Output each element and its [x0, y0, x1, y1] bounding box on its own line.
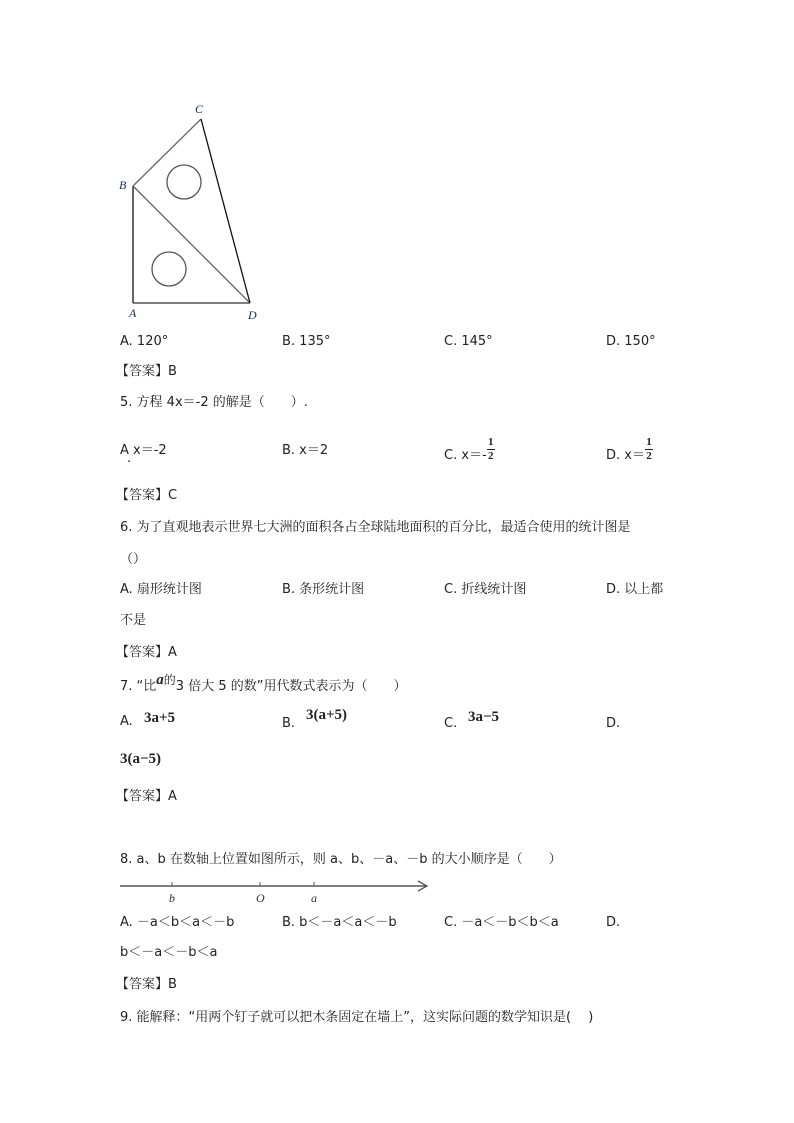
- q8-stem: 8. a、b 在数轴上位置如图所示，则 a、b、－a、－b 的大小顺序是（ ）: [120, 852, 562, 867]
- q6-option-c: C. 折线统计图: [444, 582, 527, 597]
- q5-option-c: [444, 436, 495, 468]
- edge-cd: [201, 119, 250, 303]
- label-a: A: [129, 306, 137, 320]
- q6-option-d: D. 以上都: [606, 582, 664, 597]
- q6-stem-line2: （）: [120, 552, 147, 567]
- q7-option-b-expr: 3(a+5): [306, 707, 348, 723]
- fraction-denominator: 2: [646, 450, 652, 462]
- triangle-hole-lower: [152, 252, 186, 286]
- fraction-numerator: 1: [646, 436, 652, 448]
- q8-option-c: C. －a＜－b＜b＜a: [444, 915, 559, 930]
- q9-stem: 9. 能解释：“用两个钉子就可以把木条固定在墙上”，这实际问题的数学知识是( ): [120, 1010, 594, 1025]
- q8-option-a: A. －a＜b＜a＜－b: [120, 915, 235, 930]
- q7-option-c-expr: 3a−5: [468, 709, 500, 725]
- q7-option-a-label: A.: [120, 714, 133, 729]
- q6-stem-line1: 6. 为了直观地表示世界七大洲的面积各占全球陆地面积的百分比，最适合使用的统计图是: [120, 520, 631, 535]
- label-d: D: [248, 308, 257, 322]
- q8-option-b: B. b＜－a＜a＜－b: [282, 915, 397, 930]
- q5-option-c-prefix: C. x＝-: [444, 448, 487, 463]
- fraction-one-half: [487, 437, 495, 462]
- q8-answer: 【答案】B: [116, 977, 177, 992]
- quadrilateral-figure: [110, 95, 280, 330]
- q7-option-c-label: C.: [444, 716, 458, 731]
- q7-answer: 【答案】A: [116, 789, 177, 804]
- label-c: C: [195, 102, 204, 116]
- edge-bd: [133, 186, 250, 303]
- q5-option-d: [606, 436, 653, 468]
- q7-option-b-label: B.: [282, 716, 296, 731]
- q8-option-d: D.: [606, 915, 621, 930]
- q6-answer: 【答案】A: [116, 645, 177, 660]
- q4-answer: 【答案】B: [116, 364, 177, 379]
- q7-option-d-expr: 3(a−5): [120, 751, 162, 767]
- q7-option-d-label: D.: [606, 716, 621, 731]
- edge-bc: [133, 119, 201, 186]
- q7-stem: [120, 672, 407, 695]
- q7-stem-sup: 的: [163, 673, 176, 687]
- q4-option-c: C. 145°: [444, 334, 493, 349]
- stray-dot: ·: [127, 455, 132, 470]
- q7-option-a-expr: 3a+5: [144, 710, 176, 726]
- fraction-one-half: [645, 437, 653, 462]
- axis-label-origin: O: [256, 891, 265, 905]
- q5-stem: 5. 方程 4x＝-2 的解是（ ）.: [120, 395, 308, 410]
- number-line: [118, 876, 438, 906]
- axis-label-a: a: [311, 891, 317, 905]
- q4-option-d: D. 150°: [606, 334, 656, 349]
- q6-option-b: B. 条形统计图: [282, 582, 365, 597]
- label-b: B: [119, 178, 127, 192]
- triangle-hole-upper: [167, 165, 201, 199]
- fraction-numerator: 1: [487, 436, 494, 448]
- q5-option-b: B. x＝2: [282, 443, 329, 458]
- q5-answer: 【答案】C: [116, 488, 178, 503]
- q7-stem-pre: 7. “比: [120, 679, 157, 694]
- q7-stem-post: 3 倍大 5 的数”用代数式表示为（ ）: [175, 679, 407, 694]
- q8-option-d-cont: b＜－a＜－b＜a: [120, 945, 218, 960]
- axis-label-b: b: [169, 891, 175, 905]
- q4-option-a: A. 120°: [120, 334, 169, 349]
- fraction-denominator: 2: [487, 450, 494, 462]
- q5-option-a: A x＝-2: [120, 443, 167, 458]
- variable-a: a: [156, 672, 164, 688]
- q4-option-b: B. 135°: [282, 334, 331, 349]
- q6-option-a: A. 扇形统计图: [120, 582, 202, 597]
- q5-option-d-prefix: D. x＝: [606, 448, 645, 463]
- q6-option-d-cont: 不是: [120, 613, 147, 628]
